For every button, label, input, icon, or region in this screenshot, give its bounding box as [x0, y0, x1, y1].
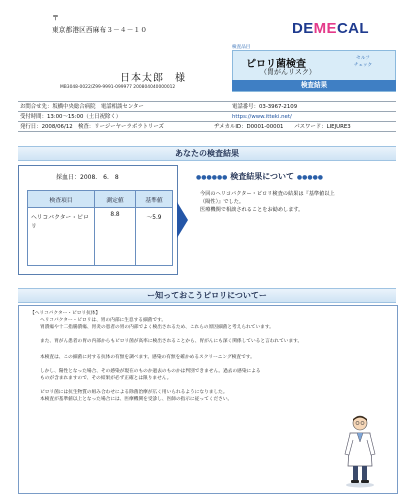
- dot-row-icon: ●●●●●●: [196, 174, 228, 181]
- info-paragraph: しかし、陽性となった場合、その感染が現在のものか過去のものかは判別できません。過去の感染による: [40, 369, 261, 374]
- dot-row-icon: ●●●●●: [296, 174, 324, 181]
- divider: [18, 121, 396, 122]
- header-test-item: 検査項目: [28, 191, 95, 208]
- measured-value: 8.8: [95, 208, 136, 266]
- phone-number: 電話番号：03-3967-2109: [232, 104, 298, 110]
- table-header-row: [28, 191, 173, 208]
- info-paragraph: 本検査が基準値以上となった場合には、医療機関を受診し、医師の指示に従ってください。: [40, 397, 233, 402]
- result-explanation-title: 検査結果について: [230, 172, 295, 181]
- header-reference-value: 基準値: [136, 191, 173, 208]
- result-table: [27, 190, 173, 266]
- your-result-band: あなたの検査結果: [18, 146, 396, 161]
- self-check-line-2: チェック: [353, 63, 373, 68]
- reception-hours: 受付時間：13:00～15:00（土日祝除く）: [20, 114, 122, 120]
- barcode-text: MB3048-0022/Z99-9991-099977 200804040000012: [60, 85, 176, 90]
- info-paragraph: また、胃がん患者の胃の内部からもピロリ菌が高率に検出されることから、胃がんにも深く関係していると言われています。: [40, 339, 303, 344]
- info-paragraph: 胃潰瘍や十二指腸潰瘍、胃炎の患者の胃の内部でよく検出されるため、これらの原因細菌と考えられています。: [40, 325, 274, 330]
- table-row: [28, 208, 173, 266]
- contact-info: お問合せ先：坂橋中央総合病院 電話相談センター: [20, 104, 144, 110]
- website-link[interactable]: https://www.itteki.net/: [232, 114, 292, 120]
- info-paragraph: ヘリコバクター・ピロリは、胃の内部に生息する細菌です。: [40, 318, 167, 323]
- test-item-name: ヘリコバクター・ピロリ: [28, 208, 95, 266]
- login-credentials: ヂメカルID：D0001-00001 パスワード：LIEJURE3: [214, 124, 351, 130]
- result-explanation-line-1: 今回のヘリコバクター・ピロリ検査の結果は『基準値以上: [200, 191, 335, 197]
- info-paragraph: 本検査は、この細菌に対する抗体の有無を調べます。感染の有無を確かめるスクリーニング検査です。: [40, 355, 255, 360]
- result-explanation-heading: [196, 171, 323, 182]
- self-check-label: [353, 55, 373, 69]
- arrow-right-icon: [177, 202, 188, 238]
- info-subheading: 【ヘリコバクター・ピロリ抗体】: [30, 311, 101, 316]
- doctor-illustration-icon: [342, 414, 378, 488]
- divider: [18, 111, 396, 112]
- divider: [18, 101, 396, 102]
- test-result-band: 検査結果: [232, 80, 396, 91]
- postal-mark: 〒: [52, 14, 59, 22]
- info-paragraph: ものが含まれますので、その結果が必ず正確とは限りません。: [40, 376, 172, 381]
- test-subtitle: （胃がんリスク）: [260, 68, 316, 76]
- brand-logo-me: ME: [313, 20, 337, 37]
- pylori-info-band: ー知っておこうピロリについてー: [18, 288, 396, 303]
- result-explanation-line-3: 医療機関で相談されることをお勧めします。: [200, 207, 304, 213]
- recipient-address: 東京都港区西麻布３－４－１０: [52, 26, 148, 34]
- self-check-line-1: セルフ: [356, 56, 370, 61]
- reference-value: ～5.9: [136, 208, 173, 266]
- test-title: ピロリ菌検査: [246, 59, 306, 70]
- issue-info: 発行日：2008/06/12 検査：リージーヤーラボラトリーズ: [20, 124, 164, 130]
- header-measured-value: 測定値: [95, 191, 136, 208]
- brand-logo-cal: CAL: [336, 20, 369, 37]
- recipient-name: 日本太郎 様: [120, 73, 186, 84]
- result-explanation-line-2: （陽性）』でした。: [200, 199, 245, 205]
- test-item-label: 検査品目: [232, 45, 251, 50]
- collection-date: 採血日：2008. 6. 8: [56, 174, 119, 181]
- brand-logo: [292, 20, 369, 37]
- divider: [18, 131, 396, 132]
- info-paragraph: ピロリ菌には抗生物質の組み合わせによる除菌治療が広く用いられるようになりました。: [40, 390, 228, 395]
- brand-logo-de: DE: [292, 20, 314, 37]
